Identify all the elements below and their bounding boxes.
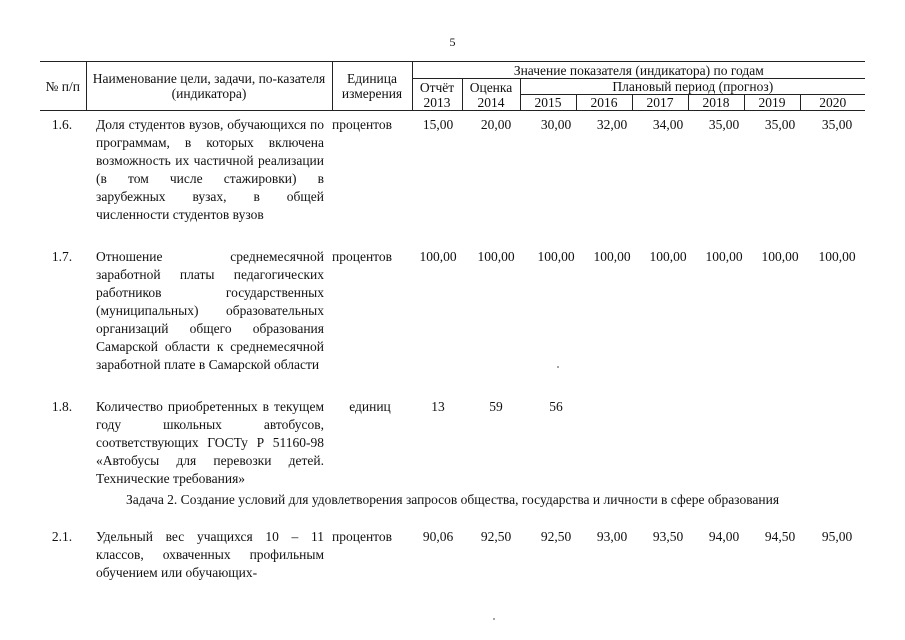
value-2014: 100,00 [477,249,515,264]
header-num: № п/п [40,62,86,111]
value-2016: 93,00 [596,529,628,544]
value-2013: 100,00 [419,249,457,264]
value-2013: 15,00 [422,117,454,132]
header-plan-period: Плановый период (прогноз) [520,79,865,95]
value-2017: 93,50 [652,529,684,544]
header-year-2015: 2015 [520,95,576,111]
header-year-2019: 2019 [744,95,800,111]
value-2019: 100,00 [761,249,799,264]
value-2015: 56 [549,399,563,414]
header-year-2018: 2018 [688,95,744,111]
value-2016: 100,00 [593,249,631,264]
indicator-name: Количество приобретенных в текущем году школьных автобусов, соответствующих ГОСТу Р 51160-98 «Автобусы для перевозки детей. Технические требования» [96,399,324,486]
indicator-table-header [40,61,865,111]
unit: процентов [332,529,393,544]
value-2020: 95,00 [821,529,853,544]
value-2017: 34,00 [652,117,684,132]
header-year-2017: 2017 [632,95,688,111]
header-values-group: Значение показателя (индикатора) по годам [412,62,865,79]
header-report-label: Отчёт [419,79,455,95]
header-report-year: 2013 [423,94,451,110]
value-2018: 94,00 [708,529,740,544]
indicator-name: Отношение среднемесячной заработной платы педагогических работников государственных (муниципальных) образовательных организаций общего образования Самарской области к среднемесячной заработной плате в Самарской области [96,249,324,372]
row-number: 1.8. [51,399,73,414]
header-unit: Единица измерения [332,62,412,111]
header-estimate [462,79,520,111]
value-2015: 30,00 [540,117,572,132]
value-2020: 100,00 [818,249,856,264]
value-2019: 94,50 [764,529,796,544]
indicator-name: Доля студентов вузов, обучающихся по программам, в которых включена возможность их частичной реализации (в том числе стажировки) в зарубежных вузах, в общей численности студентов вузов [96,117,324,222]
header-year-2020: 2020 [800,95,865,111]
value-2015: 92,50 [540,529,572,544]
page-number: 5 [449,35,456,49]
value-2016: 32,00 [596,117,628,132]
value-2015: 100,00 [537,249,575,264]
scan-speck [493,618,495,620]
scan-speck [557,366,559,368]
value-2019: 35,00 [764,117,796,132]
value-2017: 100,00 [649,249,687,264]
value-2014: 20,00 [480,117,512,132]
row-number: 1.7. [51,249,73,264]
value-2013: 90,06 [422,529,454,544]
value-2018: 100,00 [705,249,743,264]
unit: процентов [332,249,393,264]
header-estimate-year: 2014 [477,94,505,110]
header-report [412,79,462,111]
unit: процентов [332,117,393,132]
task-heading: Задача 2. Создание условий для удовлетворения запросов общества, государства и личности в сфере образования [125,492,780,507]
unit: единиц [349,399,391,414]
row-number: 2.1. [51,529,73,544]
header-year-2016: 2016 [576,95,632,111]
value-2020: 35,00 [821,117,853,132]
header-estimate-label: Оценка [469,79,513,95]
value-2014: 92,50 [480,529,512,544]
value-2014: 59 [489,399,503,414]
header-name: Наименование цели, задачи, по-казателя (индикатора) [86,62,332,111]
value-2018: 35,00 [708,117,740,132]
row-number: 1.6. [51,117,73,132]
indicator-name: Удельный вес учащихся 10 – 11 классов, охваченных профильным обучением или обучающих- [96,529,324,580]
value-2013: 13 [431,399,445,414]
